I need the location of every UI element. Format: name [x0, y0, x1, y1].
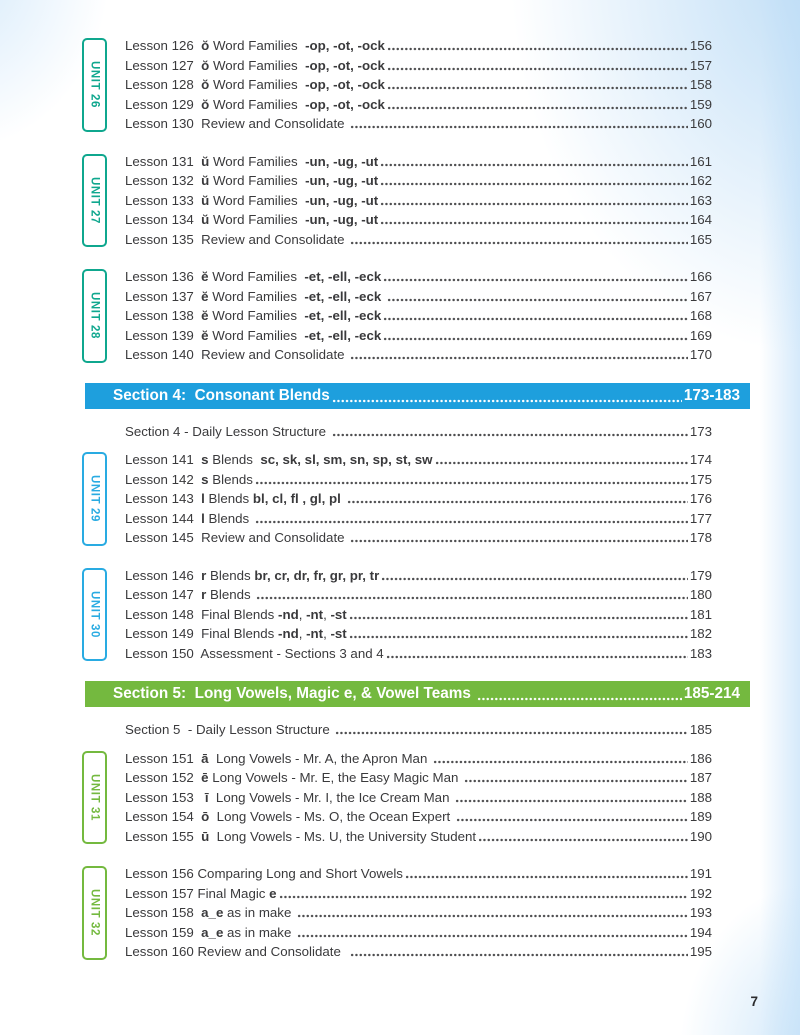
toc-entry-text [125, 644, 384, 664]
dotted-leader [350, 124, 688, 130]
dotted-leader [332, 432, 688, 438]
unit-block [88, 152, 712, 250]
toc-entry-page-number: 193 [689, 905, 712, 920]
dotted-leader [477, 696, 682, 702]
toc-entry-bold-segment: ŏ [201, 77, 210, 92]
toc-entry-text [125, 470, 253, 490]
toc-entry-page-number: 177 [689, 510, 712, 526]
unit-tab-label: UNIT 28 [82, 269, 107, 363]
toc-entry-bold-segment: ū [201, 828, 210, 844]
dotted-leader [332, 398, 682, 404]
toc-row [125, 171, 712, 191]
toc-row [125, 114, 712, 134]
toc-entry-text [125, 171, 378, 191]
toc-entry-segment: Section 5 - Daily Lesson Structure [125, 722, 334, 737]
toc-row [125, 489, 712, 509]
section-header [85, 383, 750, 409]
toc-entry-page-number: 160 [689, 116, 712, 131]
section-header-page-range: 185-214 [683, 685, 740, 702]
toc-entry-segment: Word Families [209, 173, 306, 188]
toc-row [125, 95, 712, 115]
toc-entry-bold-segment: -un, -ug, -ut [305, 192, 379, 208]
toc-entry-bold-segment: a_e [201, 924, 224, 940]
toc-entry-text [125, 768, 462, 788]
toc-entry-text [125, 864, 403, 884]
toc-entry-bold-segment: -et, -ell, -eck [304, 327, 382, 343]
section-header-title: Section 5: Long Vowels, Magic e, & Vowel Teams [113, 685, 476, 702]
toc-entry-text [125, 528, 348, 548]
toc-entry-segment: Word Families [208, 308, 305, 323]
toc-entry-segment: Lesson 127 [125, 57, 202, 73]
toc-row [125, 191, 712, 211]
toc-row [125, 923, 712, 943]
toc-entry-segment: Lesson 152 [125, 770, 202, 785]
toc-entry-bold-segment: -st [330, 606, 347, 622]
toc-entry-segment: Lesson 137 [125, 288, 202, 304]
unit-tab-label: UNIT 30 [82, 568, 107, 662]
toc-entry-page-number: 182 [689, 626, 712, 641]
toc-entry-page-number: 180 [689, 587, 712, 602]
toc [88, 0, 740, 980]
toc-entry-text [125, 788, 453, 808]
toc-entry-page-number: 187 [689, 770, 712, 785]
toc-plain-rows [125, 422, 712, 442]
toc-entry-segment: Lesson 128 [125, 77, 202, 92]
dotted-leader [349, 615, 688, 621]
dotted-leader [335, 730, 687, 736]
toc-entry-segment: Lesson 133 [125, 192, 202, 208]
toc-entry-segment: , [298, 606, 307, 622]
toc-entry-bold-segment: -st [330, 626, 347, 641]
toc-row [125, 287, 712, 307]
toc-row [125, 36, 712, 56]
toc-entry-page-number: 169 [689, 327, 712, 343]
toc-entry-segment: Lesson 126 [125, 38, 202, 53]
toc-entry-bold-segment: ĕ [201, 269, 209, 284]
toc-entry-segment [341, 491, 345, 506]
toc-row [125, 788, 712, 808]
toc-entry-segment: Lesson 149 Final Blends [125, 626, 279, 641]
toc-entry-bold-segment: ŭ [201, 212, 210, 227]
dotted-leader [349, 634, 688, 640]
toc-entry-segment: Lesson 158 [125, 905, 202, 920]
toc-entry-segment: Lesson 160 Review and Consolidate [125, 944, 349, 959]
toc-entry-segment: Long Vowels - Ms. U, the University Student [209, 828, 477, 844]
unit-tab-label: UNIT 32 [82, 866, 107, 960]
dotted-leader [387, 85, 688, 91]
toc-entry-page-number: 195 [689, 944, 712, 959]
unit-tab-label: UNIT 26 [82, 38, 107, 132]
toc-entry-bold-segment: ī [204, 789, 209, 805]
toc-entry-text [125, 827, 476, 847]
toc-row [125, 267, 712, 287]
dotted-leader [405, 874, 688, 880]
toc-entry-text [125, 884, 277, 904]
toc-entry-segment: Lesson 146 [125, 567, 202, 583]
dotted-leader [347, 499, 688, 505]
dotted-leader [255, 480, 688, 486]
dotted-leader [380, 181, 688, 187]
unit-block [88, 749, 712, 847]
toc-row [125, 903, 712, 923]
toc-entry-text [125, 749, 431, 769]
unit-block [88, 36, 712, 134]
toc-entry-bold-segment: ĕ [201, 308, 209, 323]
toc-entry-text [125, 624, 347, 644]
toc-row [125, 75, 712, 95]
toc-entry-page-number: 168 [689, 308, 712, 323]
toc-row [125, 807, 712, 827]
toc-entry-bold-segment: l [201, 510, 205, 526]
toc-entry-bold-segment: br, cr, dr, fr, gr, pr, tr [254, 567, 380, 583]
dotted-leader [435, 460, 688, 466]
unit-block [88, 864, 712, 962]
dotted-leader [350, 240, 688, 246]
dotted-leader [383, 336, 688, 342]
toc-entry-segment: Lesson 142 [125, 471, 202, 487]
toc-row [125, 152, 712, 172]
toc-entry-text [125, 36, 385, 56]
toc-entry-segment: Word Families [208, 269, 305, 284]
toc-entry-segment: Word Families [208, 288, 305, 304]
toc-row [125, 585, 712, 605]
toc-entry-segment: Long Vowels - Mr. E, the Easy Magic Man [208, 770, 463, 785]
page-number: 7 [750, 994, 758, 1009]
toc-entry-text [125, 114, 348, 134]
toc-entry-segment: , [323, 606, 331, 622]
toc-row [125, 884, 712, 904]
toc-entry-bold-segment: e [269, 885, 277, 901]
dotted-leader [380, 162, 688, 168]
dotted-leader [387, 105, 688, 111]
toc-entry-segment: , [298, 626, 307, 641]
toc-entry-text [125, 326, 381, 346]
toc-entry-text [125, 152, 378, 172]
dotted-leader [387, 46, 688, 52]
toc-entry-bold-segment: r [201, 567, 207, 583]
dotted-leader [279, 894, 688, 900]
toc-entry-text [125, 903, 295, 923]
toc-entry-segment: Lesson 155 [125, 828, 202, 844]
toc-entry-text [125, 450, 433, 470]
toc-entry-page-number: 157 [689, 57, 712, 73]
dotted-leader [387, 297, 688, 303]
dotted-leader [386, 654, 688, 660]
toc-entry-text [125, 923, 295, 943]
toc-entry-page-number: 183 [689, 645, 712, 661]
toc-entry-segment: Word Families [208, 327, 305, 343]
toc-entry-segment: Word Families [209, 96, 306, 112]
toc-entry-segment: Lesson 150 Assessment - Sections 3 and 4 [125, 645, 384, 661]
toc-entry-page-number: 173 [689, 423, 712, 439]
toc-entry-segment: Blends [208, 471, 253, 487]
toc-entry-text [125, 345, 348, 365]
toc-plain-rows [125, 720, 712, 740]
toc-entry-segment: as in make [223, 905, 296, 920]
toc-entry-bold-segment: sc, sk, sl, sm, sn, sp, st, sw [260, 452, 433, 467]
toc-row [125, 720, 712, 740]
toc-entry-segment: Blends [206, 587, 255, 602]
toc-entry-page-number: 159 [689, 96, 712, 112]
toc-entry-segment: Lesson 136 [125, 269, 202, 284]
dotted-leader [381, 576, 688, 582]
toc-entry-segment: Blends [206, 567, 255, 583]
toc-entry-segment: Lesson 147 [125, 587, 202, 602]
toc-row [125, 306, 712, 326]
dotted-leader [350, 355, 688, 361]
toc-entry-segment: Lesson 157 Final Magic [125, 885, 270, 901]
toc-entry-text [125, 287, 385, 307]
toc-entry-page-number: 194 [689, 924, 712, 940]
toc-row [125, 827, 712, 847]
dotted-leader [433, 759, 688, 765]
toc-entry-segment: Lesson 141 [125, 452, 202, 467]
dotted-leader [455, 798, 688, 804]
toc-entry-bold-segment: l [201, 491, 205, 506]
toc-entry-page-number: 191 [689, 866, 712, 881]
toc-entry-text [125, 75, 385, 95]
toc-entry-segment: Lesson 145 Review and Consolidate [125, 530, 349, 545]
dotted-leader [380, 220, 688, 226]
toc-entry-segment: Lesson 140 Review and Consolidate [125, 347, 349, 362]
toc-entry-segment: Blends [208, 452, 261, 467]
toc-entry-text [125, 210, 378, 230]
toc-entry-page-number: 174 [689, 452, 712, 467]
toc-row [125, 422, 712, 442]
toc-entry-page-number: 158 [689, 77, 712, 92]
toc-row [125, 230, 712, 250]
toc-entry-page-number: 162 [689, 173, 712, 188]
toc-entry-text [125, 267, 381, 287]
unit-tab-label: UNIT 27 [82, 154, 107, 248]
toc-entry-page-number: 167 [689, 288, 712, 304]
toc-entry-bold-segment: a_e [201, 905, 224, 920]
toc-entry-page-number: 185 [689, 722, 712, 737]
toc-entry-segment: Lesson 144 [125, 510, 202, 526]
toc-entry-page-number: 190 [689, 828, 712, 844]
toc-entry-text [125, 605, 347, 625]
dotted-leader [297, 913, 688, 919]
toc-entry-bold-segment: -op, -ot, -ock [305, 38, 385, 53]
toc-entry-segment: Lesson 151 [125, 750, 202, 766]
toc-entry-bold-segment: s [201, 471, 209, 487]
toc-entry-segment: Word Families [209, 77, 306, 92]
toc-entry-text [125, 422, 330, 442]
section-header-page-range: 173-183 [683, 386, 740, 404]
toc-entry-bold-segment: ŭ [201, 192, 210, 208]
toc-entry-segment: Long Vowels - Ms. O, the Ocean Expert [209, 809, 454, 824]
toc-row [125, 345, 712, 365]
toc-entry-bold-segment: -nt [306, 606, 324, 622]
toc-entry-bold-segment: ŏ [201, 57, 210, 73]
toc-row [125, 509, 712, 529]
dotted-leader [380, 201, 688, 207]
toc-entry-segment: Lesson 135 Review and Consolidate [125, 231, 349, 247]
toc-entry-segment: Lesson 148 Final Blends [125, 606, 279, 622]
toc-entry-bold-segment: ŭ [201, 173, 210, 188]
toc-entry-segment: Lesson 156 Comparing Long and Short Vowels [125, 866, 403, 881]
toc-entry-page-number: 179 [689, 567, 712, 583]
toc-row [125, 326, 712, 346]
toc-entry-page-number: 156 [689, 38, 712, 53]
toc-entry-segment: Lesson 154 [125, 809, 202, 824]
toc-entry-page-number: 188 [689, 789, 712, 805]
dotted-leader [456, 817, 688, 823]
toc-entry-text [125, 509, 253, 529]
toc-entry-segment: Lesson 131 [125, 153, 202, 169]
toc-entry-text [125, 566, 379, 586]
toc-entry-bold-segment: ĕ [201, 288, 209, 304]
dotted-leader [478, 837, 688, 843]
toc-entry-segment: Word Families [209, 57, 306, 73]
toc-entry-segment: Lesson 134 [125, 212, 202, 227]
toc-entry-page-number: 163 [689, 192, 712, 208]
toc-entry-segment: Word Families [209, 153, 306, 169]
toc-entry-text [125, 306, 381, 326]
dotted-leader [297, 933, 688, 939]
toc-entry-bold-segment: -et, -ell, -eck [304, 288, 382, 304]
toc-entry-page-number: 178 [689, 530, 712, 545]
toc-entry-segment: Word Families [209, 212, 306, 227]
toc-entry-page-number: 186 [689, 750, 712, 766]
dotted-leader [464, 778, 688, 784]
toc-entry-bold-segment: ē [201, 770, 209, 785]
toc-entry-bold-segment: ŏ [201, 96, 210, 112]
toc-entry-text [125, 942, 348, 962]
toc-entry-segment: Lesson 132 [125, 173, 202, 188]
toc-entry-text [125, 56, 385, 76]
toc-entry-bold-segment: ō [201, 809, 210, 824]
toc-entry-bold-segment: -un, -ug, -ut [305, 153, 379, 169]
section-header-title: Section 4: Consonant Blends [113, 386, 330, 404]
toc-entry-page-number: 166 [689, 269, 712, 284]
toc-entry-bold-segment: -nd [278, 626, 299, 641]
toc-entry-bold-segment: -nd [278, 606, 299, 622]
toc-entry-segment: Long Vowels - Mr. A, the Apron Man [208, 750, 432, 766]
toc-entry-bold-segment: bl, cl, fl , gl, pl [252, 491, 341, 506]
toc-entry-segment: Lesson 139 [125, 327, 202, 343]
dotted-leader [350, 538, 688, 544]
unit-tab-label: UNIT 31 [82, 751, 107, 845]
toc-entry-segment: , [323, 626, 331, 641]
toc-entry-segment: Lesson 130 Review and Consolidate [125, 116, 349, 131]
toc-entry-bold-segment: ā [201, 750, 209, 766]
toc-entry-text [125, 191, 378, 211]
toc-entry-segment: Word Families [209, 38, 306, 53]
toc-entry-text [125, 807, 454, 827]
toc-entry-segment: as in make [223, 924, 296, 940]
dotted-leader [383, 277, 688, 283]
toc-entry-segment [381, 289, 385, 304]
toc-entry-bold-segment: -et, -ell, -eck [304, 308, 382, 323]
toc-entry-bold-segment: r [201, 587, 207, 602]
toc-row [125, 864, 712, 884]
toc-entry-page-number: 181 [689, 606, 712, 622]
toc-entry-segment: Lesson 153 [125, 789, 205, 805]
toc-entry-page-number: 192 [689, 885, 712, 901]
toc-entry-bold-segment: ĕ [201, 327, 209, 343]
unit-tab-label: UNIT 29 [82, 452, 107, 546]
toc-entry-segment: Lesson 143 [125, 491, 202, 506]
toc-entry-segment: Long Vowels - Mr. I, the Ice Cream Man [208, 789, 454, 805]
toc-entry-segment: Blends [204, 491, 253, 506]
toc-entry-text [125, 585, 254, 605]
toc-row [125, 528, 712, 548]
dotted-leader [383, 316, 688, 322]
dotted-leader [350, 952, 688, 958]
toc-entry-text [125, 230, 348, 250]
toc-entry-page-number: 189 [689, 809, 712, 824]
toc-row [125, 56, 712, 76]
toc-entry-page-number: 165 [689, 231, 712, 247]
dotted-leader [256, 595, 687, 601]
toc-entry-segment: Word Families [209, 192, 306, 208]
toc-entry-bold-segment: -nt [306, 626, 324, 641]
toc-entry-segment: Lesson 159 [125, 924, 202, 940]
dotted-leader [387, 66, 688, 72]
toc-entry-bold-segment: s [201, 452, 209, 467]
toc-row [125, 644, 712, 664]
toc-entry-text [125, 95, 385, 115]
toc-entry-bold-segment: ŏ [201, 38, 210, 53]
toc-row [125, 624, 712, 644]
toc-entry-bold-segment: -op, -ot, -ock [305, 77, 385, 92]
toc-row [125, 566, 712, 586]
toc-entry-bold-segment: -et, -ell, -eck [304, 269, 382, 284]
toc-entry-page-number: 164 [689, 212, 712, 227]
toc-entry-segment: Lesson 138 [125, 308, 202, 323]
toc-row [125, 942, 712, 962]
toc-entry-bold-segment: -un, -ug, -ut [305, 212, 379, 227]
toc-entry-text [125, 489, 345, 509]
section-header [85, 681, 750, 707]
toc-entry-page-number: 176 [689, 491, 712, 506]
toc-row [125, 210, 712, 230]
toc-row [125, 450, 712, 470]
toc-entry-text [125, 720, 333, 740]
toc-row [125, 470, 712, 490]
toc-row [125, 605, 712, 625]
toc-entry-bold-segment: -op, -ot, -ock [305, 57, 385, 73]
toc-row [125, 768, 712, 788]
dotted-leader [255, 519, 688, 525]
toc-entry-segment: Section 4 - Daily Lesson Structure [125, 423, 330, 439]
toc-entry-bold-segment: ŭ [201, 153, 210, 169]
toc-entry-segment: Blends [204, 510, 253, 526]
toc-entry-bold-segment: -un, -ug, -ut [305, 173, 379, 188]
toc-entry-bold-segment: -op, -ot, -ock [305, 96, 385, 112]
toc-entry-page-number: 175 [689, 471, 712, 487]
unit-block [88, 566, 712, 664]
toc-entry-page-number: 161 [689, 153, 712, 169]
unit-block [88, 267, 712, 365]
toc-entry-segment: Lesson 129 [125, 96, 202, 112]
toc-entry-page-number: 170 [689, 347, 712, 362]
unit-block [88, 450, 712, 548]
toc-row [125, 749, 712, 769]
